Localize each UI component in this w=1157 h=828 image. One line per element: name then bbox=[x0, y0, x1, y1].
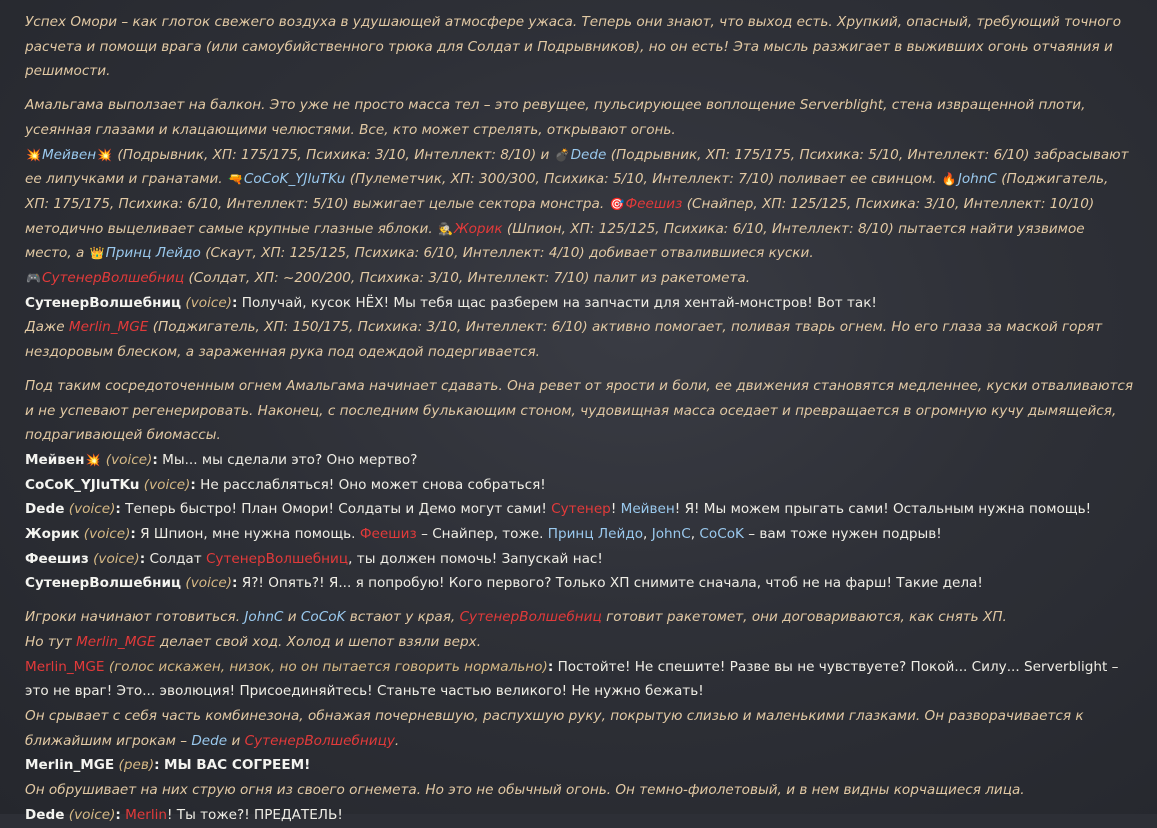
voice-tag: (voice) bbox=[105, 451, 153, 468]
dialogue-text: – Снайпер, тоже. bbox=[416, 526, 548, 543]
narration-paragraph: Под таким сосредоточенным огнем Амальгама начинает сдавать. Она ревет от ярости и боли, ее движения становятся медленнее, куски отваливаются и не успевают регенерировать. Наконец, с последним булькающим стоном, чудовищная масса оседает и превращается в огромную кучу дымящейся, подрагивающей биомассы. bbox=[25, 377, 1134, 444]
speaker-colon: : bbox=[115, 806, 121, 823]
stats-text: (Поджигатель, ХП: 175/175, Психика: 6/10, Интеллект: 5/10) выжигает целые сектора монстра. bbox=[25, 171, 1109, 212]
bomb-icon: 💣 bbox=[554, 147, 570, 162]
narration-text: делает свой ход. Холод и шепот взяли верх. bbox=[155, 633, 482, 650]
player-name-feeshiz: Феешиз bbox=[359, 526, 417, 543]
narration-text: встают у края, bbox=[345, 609, 460, 626]
dialogue-line bbox=[25, 803, 1135, 828]
narration-paragraph: Он обрушивает на них струю огня из своего огнемета. Но это не обычный огонь. Он темно-фиолетовый, и в нем видны корчащиеся лица. bbox=[25, 782, 1025, 799]
voice-tag: (voice) bbox=[185, 294, 232, 311]
speaker-name: Dede bbox=[25, 501, 65, 518]
speaker-name: Merlin_MGE bbox=[25, 757, 115, 774]
dialogue-line bbox=[25, 448, 1135, 473]
explosion-icon: 💥 bbox=[26, 147, 41, 162]
dialogue-text: ! Ты тоже?! ПРЕДАТЕЛЬ! bbox=[167, 806, 343, 823]
dialogue-text: Получай, кусок НЁХ! Мы тебя щас разберем на запчасти для хентай-монстров! Вот так! bbox=[241, 294, 877, 311]
voice-tag: (voice) bbox=[68, 806, 116, 823]
stats-text: (Пулеметчик, ХП: 300/300, Психика: 5/10, Интеллект: 7/10) поливает ее свинцом. bbox=[345, 171, 941, 188]
explosion-icon: 💥 bbox=[85, 452, 101, 467]
player-name-sutener: СутенерВолшебниц bbox=[459, 609, 602, 626]
speaker-colon: : bbox=[232, 294, 238, 311]
stats-text: (Подрывник, ХП: 175/175, Психика: 5/10, Интеллект: 6/10) забрасывают ее липучками и гранатами. bbox=[25, 146, 1129, 188]
speaker-colon: : bbox=[152, 451, 158, 468]
dialogue-text: – вам тоже нужен подрыв! bbox=[743, 526, 942, 543]
dialogue-line bbox=[25, 291, 1135, 316]
speaker-name: CoCoK_YJluTKu bbox=[25, 476, 140, 493]
narration-text: Даже bbox=[25, 319, 69, 336]
narration-paragraph bbox=[25, 266, 1135, 291]
player-name-johnc: JohnC bbox=[244, 609, 284, 626]
sniper-icon: 🎯 bbox=[609, 196, 625, 211]
speaker-colon: : bbox=[139, 550, 146, 567]
narration-paragraph: Успех Омори – как глоток свежего воздуха в удушающей атмосфере ужаса. Теперь они знают, что выход есть. Хрупкий, опасный, требующий точного расчета и помощи врага (или самоубийственного трюка для Солдат и Подрывников), но он есть! Эта мысль разжигает в выживших огонь отчаяния и решимости. bbox=[25, 14, 1122, 80]
voice-tag: (voice) bbox=[93, 550, 140, 567]
narration-paragraph bbox=[25, 630, 1135, 655]
dialogue-text: ! bbox=[610, 501, 621, 518]
speaker-colon: : bbox=[130, 526, 136, 543]
voice-tag: (voice) bbox=[143, 476, 191, 493]
voice-tag: (голос искажен, низок, но он пытается говорить нормально) bbox=[108, 658, 548, 675]
narration-paragraph bbox=[25, 315, 1135, 364]
speaker-name: Жорик bbox=[25, 526, 80, 543]
dialogue-text: , bbox=[690, 526, 700, 543]
player-name-merlin: Merlin_MGE bbox=[68, 319, 149, 336]
voice-tag: (voice) bbox=[83, 526, 131, 543]
narration-text: готовит ракетомет, они договариваются, как снять ХП. bbox=[601, 609, 1007, 626]
dialogue-line bbox=[25, 753, 1135, 778]
dialogue-text: , bbox=[643, 526, 652, 543]
narration-text: Игроки начинают готовиться. bbox=[25, 609, 245, 626]
narration-paragraph bbox=[25, 704, 1135, 753]
crown-icon: 👑 bbox=[89, 246, 105, 261]
speaker-name: Dede bbox=[25, 806, 65, 823]
speaker-name: СутенерВолшебниц bbox=[25, 294, 182, 311]
dialogue-text: Солдат bbox=[149, 550, 206, 567]
story-text bbox=[25, 10, 1135, 828]
fire-icon: 🔥 bbox=[941, 172, 957, 187]
voice-tag: (voice) bbox=[68, 501, 116, 518]
narration-text: и bbox=[227, 732, 245, 749]
dialogue-text: ! Я! Мы можем прыгать сами! Остальным нужна помощь! bbox=[674, 501, 1092, 518]
player-name-johnc: JohnC bbox=[957, 171, 997, 188]
narration-text: и bbox=[283, 609, 301, 626]
dialogue-line bbox=[25, 571, 1135, 596]
player-name-johnc: JohnC bbox=[651, 526, 691, 543]
speaker-colon: : bbox=[154, 757, 160, 774]
dialogue-line bbox=[25, 473, 1135, 498]
speaker-name: Merlin_MGE bbox=[25, 658, 105, 675]
voice-tag: (рев) bbox=[118, 757, 155, 774]
voice-tag: (voice) bbox=[185, 575, 232, 592]
narration-paragraph bbox=[25, 605, 1135, 630]
player-name-mayven: Мейвен bbox=[620, 501, 675, 518]
gamepad-icon: 🎮 bbox=[26, 271, 41, 286]
dialogue-line bbox=[25, 497, 1135, 522]
dialogue-line bbox=[25, 655, 1135, 704]
player-name-sutener: Сутенер bbox=[551, 501, 611, 518]
player-name-cocok: CoCoK bbox=[300, 609, 346, 626]
stats-text: (Скаут, ХП: 125/125, Психика: 6/10, Интеллект: 4/10) добивает отвалившиеся куски. bbox=[200, 245, 814, 262]
player-name-cocok: CoCoK bbox=[699, 526, 744, 543]
narration-paragraph: Амальгама выползает на балкон. Это уже не просто масса тел – это ревущее, пульсирующее воплощение Serverblight, стена извращенной плоти, усеянная глазами и клацающими челюстями. Все, кто может стрелять, открывают огонь. bbox=[25, 97, 1086, 138]
speaker-colon: : bbox=[190, 476, 196, 493]
stats-text: (Подрывник, ХП: 175/175, Психика: 3/10, Интеллект: 8/10) и bbox=[113, 146, 554, 163]
narration-text: (Поджигатель, ХП: 150/175, Психика: 3/10, Интеллект: 6/10) активно помогает, поливая тварь огнем. Но его глаза за маской горят нездоровым блеском, а зараженная рука под одеждой подергивается. bbox=[25, 319, 1103, 361]
stats-text: (Солдат, ХП: ~200/200, Психика: 3/10, Интеллект: 7/10) палит из ракетомета. bbox=[184, 270, 751, 287]
player-name-feeshiz: Феешиз bbox=[625, 195, 683, 212]
dialogue-text: Теперь быстро! План Омори! Солдаты и Демо могут сами! bbox=[125, 501, 552, 518]
player-name-zhorik: Жорик bbox=[453, 220, 503, 237]
player-name-merlin: Merlin_MGE bbox=[76, 633, 156, 650]
player-name-prince: Принц Лейдо bbox=[105, 245, 201, 262]
spy-icon: 🕵 bbox=[437, 221, 453, 236]
speaker-name: Феешиз bbox=[25, 550, 89, 567]
dialogue-text: Мы... мы сделали это? Оно мертво? bbox=[162, 451, 418, 468]
player-name-cocok: CoCoK_YJluTKu bbox=[243, 171, 346, 188]
dialogue-text: Я Шпион, мне нужна помощь. bbox=[140, 526, 360, 543]
player-name-dede: Dede bbox=[191, 732, 228, 749]
gunner-icon: 🔫 bbox=[227, 172, 243, 187]
dialogue-text: Постойте! Не спешите! Разве вы не чувствуете? Покой... Силу... Serverblight – это не враг! Это... эволюция! Присоединяйтесь! Станьте частью великого! Не нужно бежать! bbox=[25, 658, 1119, 700]
narration-paragraph bbox=[25, 143, 1135, 267]
player-name-dede: Dede bbox=[570, 146, 607, 163]
player-name-prince: Принц Лейдо bbox=[547, 526, 644, 543]
explosion-icon: 💥 bbox=[97, 147, 113, 162]
narration-text: . bbox=[394, 732, 400, 749]
speaker-colon: : bbox=[232, 575, 238, 592]
narration-text: Он срывает с себя часть комбинезона, обнажая почерневшую, распухшую руку, покрытую слизью и маленькими глазками. Он разворачивается к ближайшим игрокам – bbox=[25, 707, 1084, 749]
player-name-merlin: Merlin bbox=[125, 806, 168, 823]
dialogue-text: , ты должен помочь! Запускай нас! bbox=[348, 550, 603, 567]
dialogue-text: Не расслабляться! Оно может снова собраться! bbox=[200, 476, 546, 493]
dialogue-text: Я?! Опять?! Я... я попробую! Кого первого? Только ХП снимите сначала, чтоб не на фарш! Такие дела! bbox=[241, 575, 983, 592]
speaker-name: СутенерВолшебниц bbox=[25, 575, 182, 592]
speaker-name: Мейвен bbox=[25, 451, 85, 468]
player-name-sutener: СутенерВолшебницу bbox=[244, 732, 395, 749]
dialogue-text: МЫ ВАС СОГРЕЕМ! bbox=[163, 757, 311, 774]
stats-text: (Снайпер, ХП: 125/125, Психика: 3/10, Интеллект: 10/10) методично выцеливает самые крупные глазные яблоки. bbox=[25, 195, 1095, 237]
player-name-sutener: СутенерВолшебниц bbox=[41, 270, 185, 287]
player-name-sutener: СутенерВолшебниц bbox=[205, 550, 349, 567]
player-name-mayven: Мейвен bbox=[41, 146, 97, 163]
stats-text: (Шпион, ХП: 125/125, Психика: 6/10, Интеллект: 8/10) пытается найти уязвимое место, а bbox=[25, 220, 1085, 262]
dialogue-line bbox=[25, 547, 1135, 572]
speaker-colon: : bbox=[547, 658, 554, 675]
speaker-colon: : bbox=[115, 501, 121, 518]
dialogue-line bbox=[25, 522, 1135, 547]
narration-text: Но тут bbox=[25, 633, 77, 650]
